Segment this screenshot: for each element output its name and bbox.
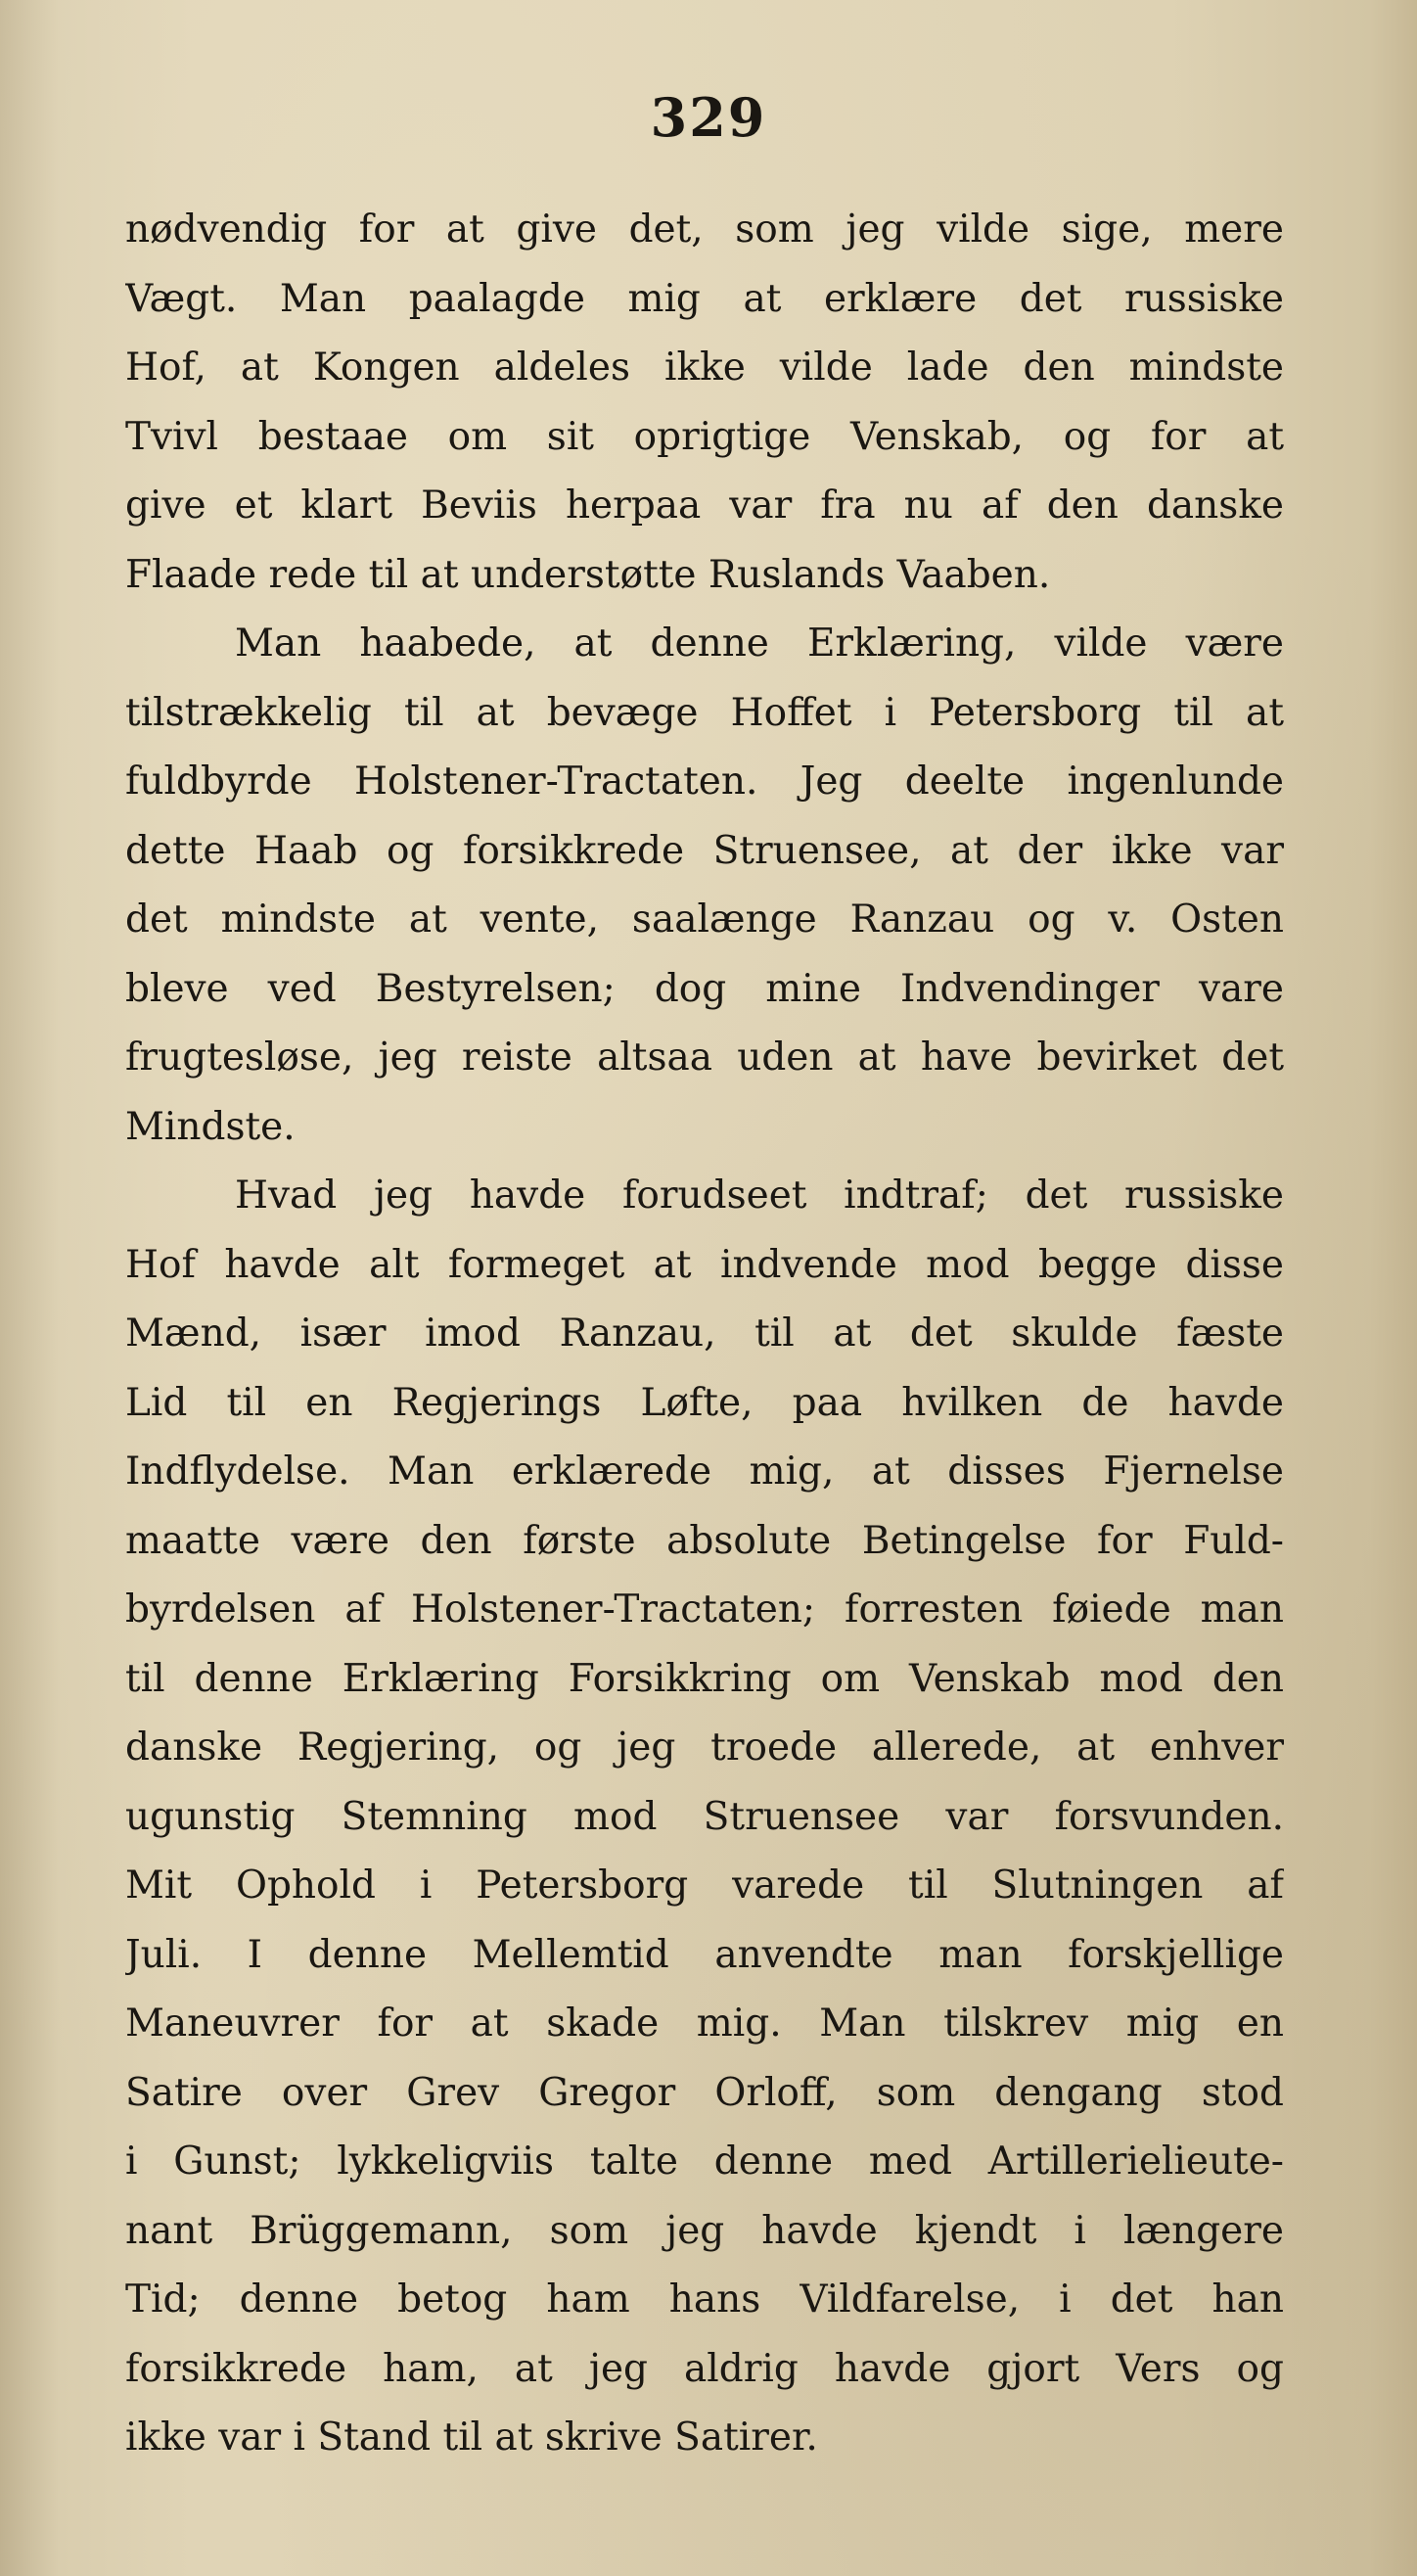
text-line: Man haabede, at denne Erklæring, vilde være [235,621,1284,666]
text-line: byrdelsen af Holstener-Tractaten; forresten føiede man [125,1587,1284,1632]
text-line: Indflydelse. Man erklærede mig, at disses Fjernelse [125,1449,1284,1494]
text-line: Mit Ophold i Petersborg varede til Slutningen af [125,1863,1284,1908]
text-line: Mænd, især imod Ranzau, til at det skulde fæste [125,1311,1284,1356]
text-line: dette Haab og forsikkrede Struensee, at der ikke var [125,828,1284,873]
text-line: nant Brüggemann, som jeg havde kjendt i længere [125,2208,1284,2253]
text-line: ikke var i Stand til at skrive Satirer. [125,2415,818,2460]
text-line: Tvivl bestaae om sit oprigtige Venskab, og for at [125,414,1284,459]
text-line: Hvad jeg havde forudseet indtraf; det russiske [235,1173,1284,1218]
text-line: ugunstig Stemning mod Struensee var forsvunden. [125,1794,1284,1839]
text-line: Maneuvrer for at skade mig. Man tilskrev mig en [125,2001,1284,2046]
text-line: tilstrækkelig til at bevæge Hoffet i Petersborg til at [125,690,1284,735]
text-line: det mindste at vente, saalænge Ranzau og v. Osten [125,897,1284,942]
text-line: Juli. I denne Mellemtid anvendte man forskjellige [125,1932,1284,1977]
text-line: i Gunst; lykkeligviis talte denne med Artillerielieute- [125,2139,1284,2184]
text-line: Vægt. Man paalagde mig at erklære det russiske [125,276,1284,321]
text-line: Lid til en Regjerings Løfte, paa hvilken de havde [125,1380,1284,1425]
text-line: Hof, at Kongen aldeles ikke vilde lade den mindste [125,345,1284,390]
text-line: Satire over Grev Gregor Orloff, som dengang stod [125,2070,1284,2115]
text-line: Flaade rede til at understøtte Ruslands Vaaben. [125,552,1051,597]
text-line: give et klart Beviis herpaa var fra nu af den danske [125,483,1284,528]
text-line: Mindste. [125,1104,296,1149]
text-line: danske Regjering, og jeg troede allerede, at enhver [125,1725,1284,1770]
text-line: Tid; denne betog ham hans Vildfarelse, i det han [125,2277,1284,2322]
text-line: nødvendig for at give det, som jeg vilde sige, mere [125,207,1284,252]
body-text [125,196,1284,2473]
text-line: bleve ved Bestyrelsen; dog mine Indvendinger vare [125,966,1284,1011]
page-number: 329 [650,86,767,149]
text-line: fuldbyrde Holstener-Tractaten. Jeg deelte ingenlunde [125,759,1284,804]
text-line: Hof havde alt formeget at indvende mod begge disse [125,1242,1284,1287]
text-line: frugtesløse, jeg reiste altsaa uden at have bevirket det [125,1035,1284,1080]
text-line: forsikkrede ham, at jeg aldrig havde gjort Vers og [125,2346,1284,2391]
text-line: til denne Erklæring Forsikkring om Venskab mod den [125,1656,1284,1701]
text-line: maatte være den første absolute Betingelse for Fuld- [125,1518,1284,1563]
